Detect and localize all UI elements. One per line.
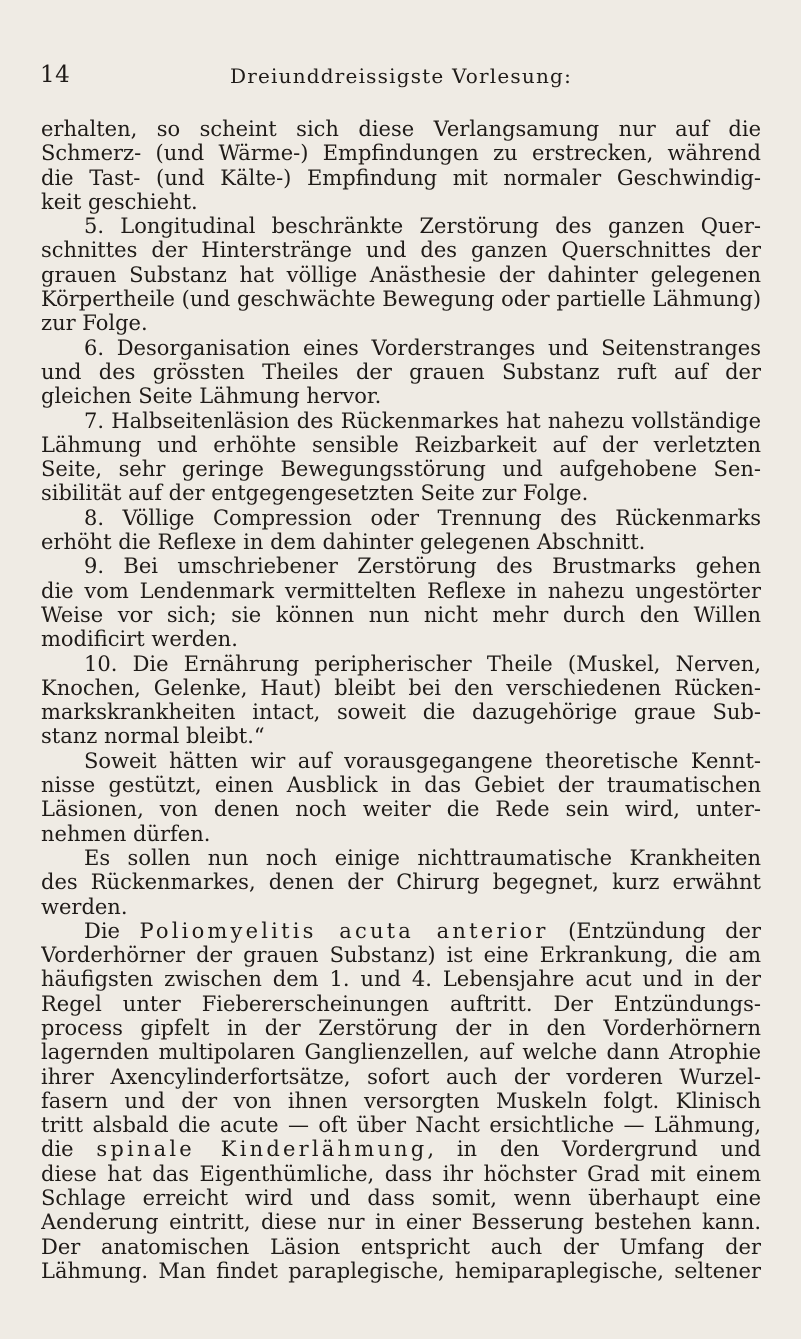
text-line: nisse gestützt, einen Ausblick in das Gebiet der traumatischen xyxy=(41,773,761,798)
text-line: Aenderung eintritt, diese nur in einer Besserung bestehen kann. xyxy=(41,1210,761,1235)
term-spinale-kinderlaehmung: spinale Kinderlähmung xyxy=(96,1137,428,1162)
text-line: 9. Bei umschriebener Zerstörung des Brustmarks gehen xyxy=(84,554,761,579)
text-line: und des grössten Theiles der grauen Substanz ruft auf der xyxy=(41,359,761,384)
text-line: werden. xyxy=(41,894,128,919)
text-line: stanz normal bleibt.“ xyxy=(41,724,265,749)
text-run: (Entzündung der xyxy=(548,918,761,943)
text-line: Vorderhörner der grauen Substanz) ist eine Erkrankung, die am xyxy=(41,943,761,968)
text-line: häufigsten zwischen dem 1. und 4. Lebensjahre acut und in der xyxy=(41,967,761,992)
text-line: ihrer Axencylinderfortsätze, sofort auch der vorderen Wurzel- xyxy=(41,1064,761,1089)
text-line: 5. Longitudinal beschränkte Zerstörung des ganzen Quer- xyxy=(84,214,761,239)
text-line: die vom Lendenmark vermittelten Reflexe in nahezu ungestörter xyxy=(41,578,761,603)
text-run: , in den Vordergrund und xyxy=(427,1137,761,1162)
text-line: schnittes der Hinterstränge und des ganzen Querschnittes der xyxy=(41,238,761,263)
text-line: nehmen dürfen. xyxy=(41,821,211,846)
text-line: 8. Völlige Compression oder Trennung des Rückenmarks xyxy=(84,505,761,530)
text-line: erhalten, so scheint sich diese Verlangsamung nur auf die xyxy=(41,117,761,141)
text-line: erhöht die Reflexe in dem dahinter gelegenen Abschnitt. xyxy=(41,530,646,555)
text-line: zur Folge. xyxy=(41,311,148,336)
page-header xyxy=(40,62,762,96)
text-line: Schmerz- (und Wärme-) Empfindungen zu erstrecken, während xyxy=(41,141,761,166)
text-line: fasern und der von ihnen versorgten Muskeln folgt. Klinisch xyxy=(41,1088,761,1113)
text-line: Lähmung. Man findet paraplegische, hemiparaplegische, seltener xyxy=(41,1258,761,1283)
text-line: process gipfelt in der Zerstörung der in den Vorderhörnern xyxy=(41,1015,761,1040)
text-line: sibilität auf der entgegengesetzten Seite zur Folge. xyxy=(41,481,589,506)
text-line: 10. Die Ernährung peripherischer Theile (Muskel, Nerven, xyxy=(84,651,761,676)
page-number: 14 xyxy=(40,62,71,88)
text-line: lagernden multipolaren Ganglienzellen, auf welche dann Atrophie xyxy=(41,1040,761,1065)
text-line: Weise vor sich; sie können nun nicht mehr durch den Willen xyxy=(41,602,761,627)
text-line: Schlage erreicht wird und dass somit, wenn überhaupt eine xyxy=(41,1186,761,1211)
text-line: modificirt werden. xyxy=(41,627,238,652)
text-run: Die xyxy=(84,918,140,943)
text-line: keit geschieht. xyxy=(41,189,198,214)
text-line: Es sollen nun noch einige nichttraumatische Krankheiten xyxy=(84,845,761,870)
text-line-poliomyelitis xyxy=(41,919,761,943)
text-line: markskrankheiten intact, soweit die dazugehörige graue Sub- xyxy=(41,700,761,725)
running-title: Dreiunddreissigste Vorlesung: xyxy=(229,64,573,88)
text-line-kinderlaehmung xyxy=(41,1137,761,1161)
text-line: Körpertheile (und geschwächte Bewegung oder partielle Lähmung) xyxy=(41,287,761,312)
text-line: diese hat das Eigenthümliche, dass ihr höchster Grad mit einem xyxy=(41,1161,761,1186)
text-line: Regel unter Fiebererscheinungen auftritt. Der Entzündungs- xyxy=(41,991,761,1016)
text-line: Lähmung und erhöhte sensible Reizbarkeit auf der verletzten xyxy=(41,432,761,457)
term-poliomyelitis: Poliomyelitis acuta anterior xyxy=(139,918,549,943)
text-run: die xyxy=(41,1137,97,1162)
text-line: 6. Desorganisation eines Vorderstranges und Seitenstranges xyxy=(84,335,761,360)
text-line: die Tast- (und Kälte-) Empfindung mit normaler Geschwindig- xyxy=(41,165,761,190)
text-line: Der anatomischen Läsion entspricht auch der Umfang der xyxy=(41,1234,761,1259)
text-line: tritt alsbald die acute — oft über Nacht ersichtliche — Lähmung, xyxy=(41,1113,761,1138)
text-line: des Rückenmarkes, denen der Chirurg begegnet, kurz erwähnt xyxy=(41,870,761,895)
text-line: Knochen, Gelenke, Haut) bleibt bei den verschiedenen Rücken- xyxy=(41,675,761,700)
text-line: Läsionen, von denen noch weiter die Rede sein wird, unter- xyxy=(41,797,761,822)
text-line: Seite, sehr geringe Bewegungsstörung und aufgehobene Sen- xyxy=(41,457,761,482)
text-line: grauen Substanz hat völlige Anästhesie der dahinter gelegenen xyxy=(41,262,761,287)
body-text xyxy=(41,117,761,1283)
text-line: Soweit hätten wir auf vorausgegangene theoretische Kennt- xyxy=(84,748,761,773)
text-line: gleichen Seite Lähmung hervor. xyxy=(41,384,382,409)
text-line: 7. Halbseitenläsion des Rückenmarkes hat nahezu vollständige xyxy=(84,408,761,433)
